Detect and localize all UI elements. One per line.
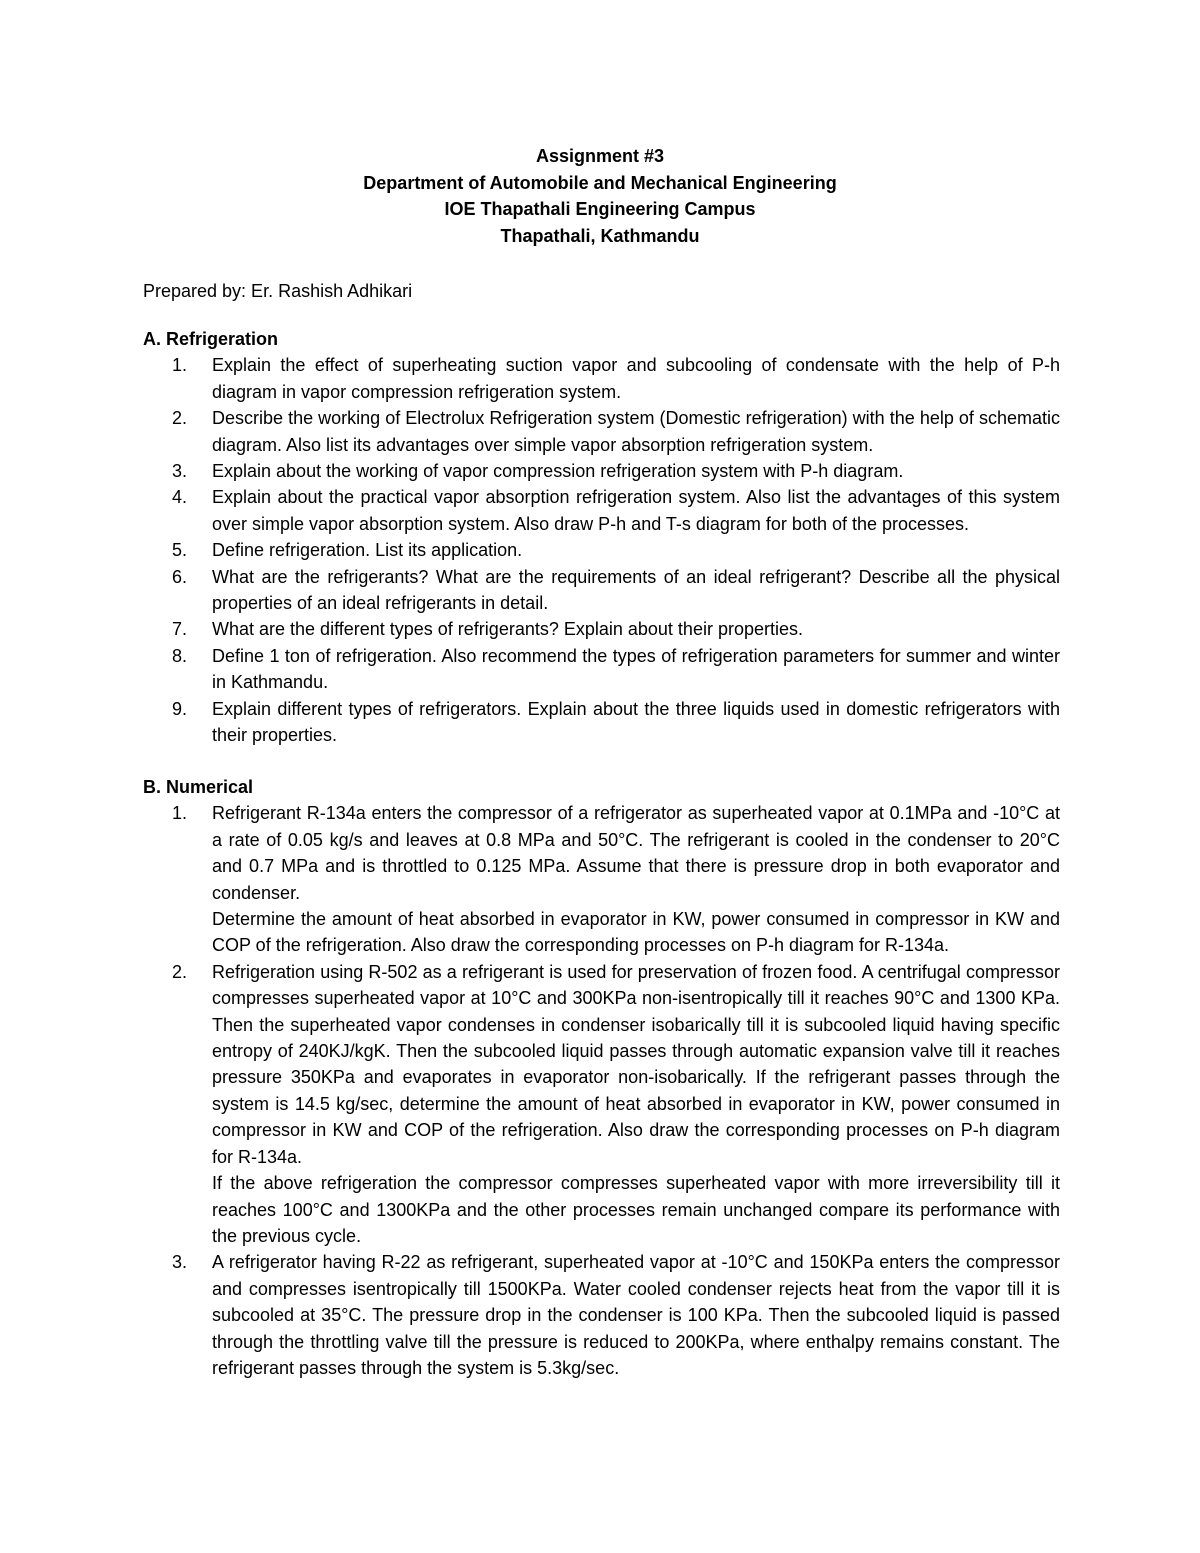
department-name: Department of Automobile and Mechanical Engineering bbox=[363, 172, 837, 193]
item-number: 5. bbox=[172, 540, 188, 561]
list-item bbox=[143, 1249, 1060, 1381]
prepared-by: Prepared by: Er. Rashish Adhikari bbox=[143, 281, 413, 301]
problem-statement: Refrigeration using R-502 as a refrigerant is used for preservation of frozen food. A centrifugal compressor compresses superheated vapor at 10°C and 300KPa non-isentropically till it reaches 90°C and 1300 KPa. Then the superheated vapor condenses in condenser isobarically till it is subcooled liquid having specific entropy of 240KJ/kgK. Then the subcooled liquid passes through automatic expansion valve till it reaches pressure 350KPa and evaporates in evaporator non-isobarically. If the refrigerant passes through the system is 14.5 kg/sec, determine the amount of heat absorbed in evaporator in KW, power consumed in compressor in KW and COP of the refrigeration. Also draw the corresponding processes on P-h diagram for R-134a. bbox=[212, 961, 1060, 1167]
item-text: Explain about the practical vapor absorption refrigeration system. Also list the advantages of this system over simple vapor absorption system. Also draw P-h and T-s diagram for both of the processes. bbox=[212, 487, 1060, 534]
item-number: 6. bbox=[172, 566, 188, 587]
assignment-title: Assignment #3 bbox=[535, 146, 665, 166]
item-number: 2. bbox=[172, 961, 188, 982]
list-item bbox=[143, 643, 1060, 696]
list-item bbox=[143, 484, 1060, 537]
item-number: 9. bbox=[172, 698, 188, 719]
section-title: A. Refrigeration bbox=[143, 329, 279, 349]
item-text: What are the refrigerants? What are the requirements of an ideal refrigerant? Describe all the physical properties of an ideal refrigerants in detail. bbox=[212, 566, 1060, 614]
item-text: Define refrigeration. List its application. bbox=[212, 540, 523, 561]
problem-question: If the above refrigeration the compressor compresses superheated vapor with more irreversibility till it reaches 100°C and 1300KPa and the other processes remain unchanged compare its performance with the previous cycle. bbox=[212, 1173, 1060, 1246]
item-number: 8. bbox=[172, 645, 188, 666]
item-text: Explain the effect of superheating suction vapor and subcooling of condensate with the help of P-h diagram in vapor compression refrigeration system. bbox=[212, 355, 1060, 402]
item-text: What are the different types of refrigerants? Explain about their properties. bbox=[212, 619, 803, 640]
section-numerical bbox=[143, 774, 1060, 1381]
list-item bbox=[143, 616, 1060, 642]
item-text: Explain different types of refrigerators. Explain about the three liquids used in domestic refrigerators with their properties. bbox=[212, 698, 1060, 746]
list-item bbox=[143, 405, 1060, 458]
list-item bbox=[143, 564, 1060, 617]
campus-name: IOE Thapathali Engineering Campus bbox=[444, 199, 756, 219]
list-item bbox=[143, 800, 1060, 958]
item-text: Explain about the working of vapor compression refrigeration system with P-h diagram. bbox=[212, 461, 904, 482]
item-number: 4. bbox=[172, 487, 188, 508]
problem-list bbox=[143, 800, 1060, 1381]
problem-question: Determine the amount of heat absorbed in evaporator in KW, power consumed in compressor in KW and COP of the refrigeration. Also draw the corresponding processes on P-h diagram for R-134a. bbox=[212, 909, 1060, 956]
problem-statement: Refrigerant R-134a enters the compressor of a refrigerator as superheated vapor at 0.1MPa and -10°C at a rate of 0.05 kg/s and leaves at 0.8 MPa and 50°C. The refrigerant is cooled in the condenser to 20°C and 0.7 MPa and is throttled to 0.125 MPa. Assume that there is pressure drop in both evaporator and condenser. bbox=[212, 803, 1060, 903]
item-text: Define 1 ton of refrigeration. Also recommend the types of refrigeration parameters for summer and winter in Kathmandu. bbox=[212, 645, 1060, 693]
item-text: Describe the working of Electrolux Refrigeration system (Domestic refrigeration) with the help of schematic diagram. Also list its advantages over simple vapor absorption refrigeration system. bbox=[212, 408, 1060, 455]
list-item bbox=[143, 959, 1060, 1249]
question-list bbox=[143, 352, 1060, 748]
item-number: 7. bbox=[172, 619, 188, 640]
list-item bbox=[143, 537, 1060, 563]
list-item bbox=[143, 696, 1060, 749]
item-number: 1. bbox=[172, 803, 188, 824]
document-header bbox=[0, 143, 1200, 249]
campus-location: Thapathali, Kathmandu bbox=[500, 225, 700, 246]
section-title: B. Numerical bbox=[143, 777, 254, 797]
list-item bbox=[143, 458, 1060, 484]
problem-statement: A refrigerator having R-22 as refrigerant, superheated vapor at -10°C and 150KPa enters the compressor and compresses isentropically till 1500KPa. Water cooled condenser rejects heat from the vapor till it is subcooled at 35°C. The pressure drop in the condenser is 100 KPa. Then the subcooled liquid is passed through the throttling valve till the pressure is reduced to 200KPa, where enthalpy remains constant. The refrigerant passes through the system is 5.3kg/sec. bbox=[212, 1252, 1060, 1378]
list-item bbox=[143, 352, 1060, 405]
item-number: 2. bbox=[172, 408, 188, 429]
item-number: 3. bbox=[172, 1252, 188, 1273]
item-number: 1. bbox=[172, 355, 188, 376]
item-number: 3. bbox=[172, 461, 188, 482]
section-refrigeration bbox=[143, 326, 1060, 749]
